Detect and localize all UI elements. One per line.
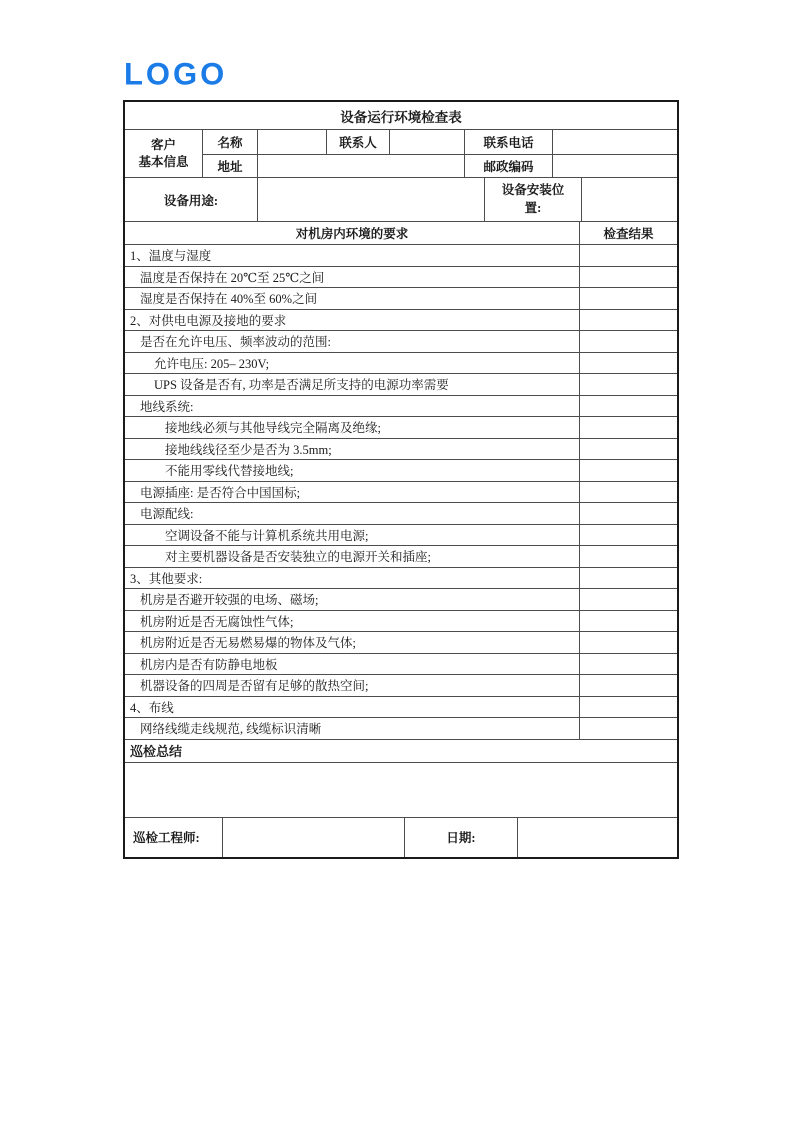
requirement-text: 机房附近是否无腐蚀性气体;: [125, 611, 580, 632]
requirement-text: 机房附近是否无易燃易爆的物体及气体;: [125, 632, 580, 653]
result-cell[interactable]: [580, 310, 677, 331]
customer-name-field[interactable]: [258, 130, 327, 154]
table-row: [125, 589, 677, 611]
customer-group-label-line1: 客户: [150, 138, 176, 153]
result-cell[interactable]: [580, 546, 677, 567]
requirement-text: 接地线必须与其他导线完全隔离及绝缘;: [125, 417, 580, 438]
table-row: [125, 396, 677, 418]
summary-label: 巡检总结: [125, 740, 677, 763]
customer-row-name: [203, 130, 677, 155]
result-cell[interactable]: [580, 331, 677, 352]
company-logo: LOGO: [124, 55, 228, 92]
customer-address-field[interactable]: [258, 155, 465, 177]
customer-group-label-line2: 基本信息: [138, 154, 189, 169]
table-row: [125, 654, 677, 676]
table-row: [125, 611, 677, 633]
checklist-header-row: [125, 222, 677, 245]
device-usage-row: [125, 178, 677, 222]
customer-row-address: [203, 155, 677, 177]
table-row: [125, 245, 677, 267]
result-cell[interactable]: [580, 568, 677, 589]
result-cell[interactable]: [580, 374, 677, 395]
customer-postcode-field[interactable]: [553, 155, 677, 177]
table-row: [125, 310, 677, 332]
result-cell[interactable]: [580, 288, 677, 309]
requirement-text: 网络线缆走线规范, 线缆标识清晰: [125, 718, 580, 739]
table-row: [125, 267, 677, 289]
requirement-text: UPS 设备是否有, 功率是否满足所支持的电源功率需要: [125, 374, 580, 395]
customer-contact-label: 联系人: [327, 130, 390, 154]
customer-phone-field[interactable]: [553, 130, 677, 154]
requirement-text: 地线系统:: [125, 396, 580, 417]
table-row: [125, 675, 677, 697]
summary-content-area[interactable]: [125, 763, 677, 818]
requirement-text: 接地线线径至少是否为 3.5mm;: [125, 439, 580, 460]
requirement-text: 空调设备不能与计算机系统共用电源;: [125, 525, 580, 546]
table-row: [125, 439, 677, 461]
requirement-text: 1、温度与湿度: [125, 245, 580, 266]
requirement-text: 电源配线:: [125, 503, 580, 524]
requirement-text: 机房是否避开较强的电场、磁场;: [125, 589, 580, 610]
table-row: [125, 546, 677, 568]
device-usage-label: 设备用途:: [125, 178, 258, 221]
engineer-label: 巡检工程师:: [125, 818, 223, 857]
result-cell[interactable]: [580, 482, 677, 503]
result-cell[interactable]: [580, 611, 677, 632]
inspection-form-table: [123, 100, 679, 859]
requirement-text: 允许电压: 205– 230V;: [125, 353, 580, 374]
result-cell[interactable]: [580, 675, 677, 696]
table-row: [125, 525, 677, 547]
requirement-text: 机器设备的四周是否留有足够的散热空间;: [125, 675, 580, 696]
customer-group-label: [125, 130, 203, 177]
customer-contact-field[interactable]: [390, 130, 465, 154]
table-row: [125, 503, 677, 525]
result-cell[interactable]: [580, 353, 677, 374]
engineer-field[interactable]: [223, 818, 405, 857]
checklist-header-result: 检查结果: [603, 227, 654, 241]
table-row: [125, 632, 677, 654]
customer-fields: [203, 130, 677, 177]
requirement-text: 不能用零线代替接地线;: [125, 460, 580, 481]
device-location-label: 设备安装位置:: [485, 178, 582, 221]
result-cell[interactable]: [580, 654, 677, 675]
result-cell[interactable]: [580, 245, 677, 266]
result-cell[interactable]: [580, 267, 677, 288]
table-row: [125, 374, 677, 396]
form-title: 设备运行环境检查表: [125, 102, 677, 130]
date-label: 日期:: [405, 818, 518, 857]
customer-postcode-label: 邮政编码: [465, 155, 553, 177]
requirement-text: 2、对供电电源及接地的要求: [125, 310, 580, 331]
table-row: [125, 288, 677, 310]
table-row: [125, 331, 677, 353]
requirement-text: 对主要机器设备是否安装独立的电源开关和插座;: [125, 546, 580, 567]
requirement-text: 是否在允许电压、频率波动的范围:: [125, 331, 580, 352]
table-row: [125, 568, 677, 590]
table-row: [125, 353, 677, 375]
customer-phone-label: 联系电话: [465, 130, 553, 154]
result-cell[interactable]: [580, 589, 677, 610]
table-row: [125, 417, 677, 439]
result-cell[interactable]: [580, 525, 677, 546]
result-cell[interactable]: [580, 439, 677, 460]
requirement-text: 机房内是否有防静电地板: [125, 654, 580, 675]
signature-row: [125, 818, 677, 857]
requirement-text: 3、其他要求:: [125, 568, 580, 589]
result-cell[interactable]: [580, 632, 677, 653]
date-field[interactable]: [518, 818, 677, 857]
requirement-text: 温度是否保持在 20℃至 25℃之间: [125, 267, 580, 288]
result-cell[interactable]: [580, 697, 677, 718]
checklist-header-requirement: 对机房内环境的要求: [125, 222, 580, 244]
table-row: [125, 718, 677, 740]
table-row: [125, 482, 677, 504]
requirement-text: 4、布线: [125, 697, 580, 718]
result-cell[interactable]: [580, 417, 677, 438]
checklist-rows: [125, 245, 677, 740]
result-cell[interactable]: [580, 460, 677, 481]
customer-name-label: 名称: [203, 130, 258, 154]
requirement-text: 电源插座: 是否符合中国国标;: [125, 482, 580, 503]
result-cell[interactable]: [580, 503, 677, 524]
device-usage-field[interactable]: [258, 178, 485, 221]
table-row: [125, 460, 677, 482]
device-location-field[interactable]: [582, 178, 677, 221]
customer-address-label: 地址: [203, 155, 258, 177]
customer-info-block: [125, 130, 677, 178]
result-cell[interactable]: [580, 396, 677, 417]
table-row: [125, 697, 677, 719]
requirement-text: 湿度是否保持在 40%至 60%之间: [125, 288, 580, 309]
result-cell[interactable]: [580, 718, 677, 739]
